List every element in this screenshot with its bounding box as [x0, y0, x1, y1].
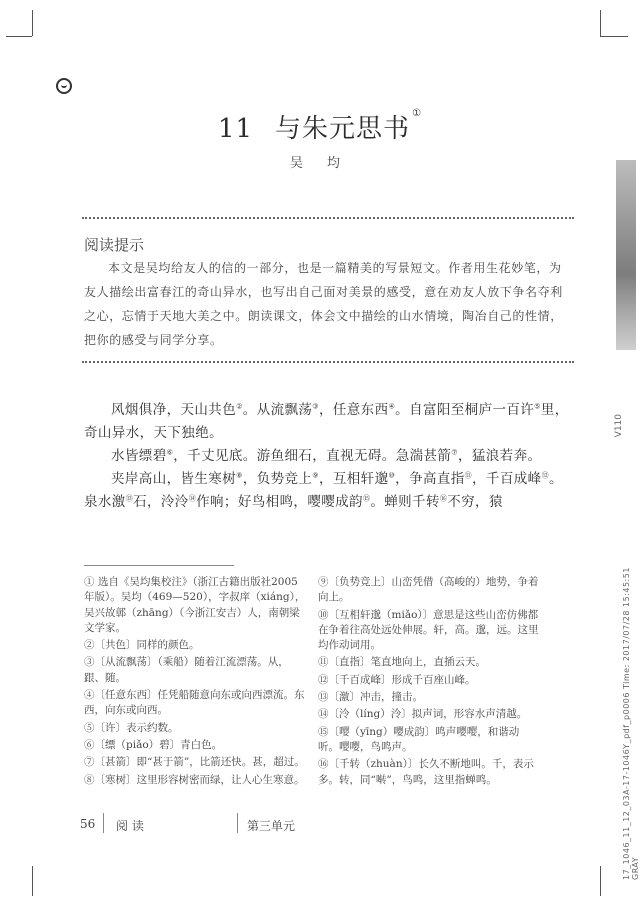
paragraph: 水皆缥碧⑥，千丈见底。游鱼细石，直视无碍。急湍甚箭⑦，猛浪若奔。 [111, 448, 542, 464]
note-item: ⑫〔千百成峰〕形成千百座山峰。 [318, 673, 476, 686]
notes-rule [84, 565, 234, 566]
author: 吴 均 [289, 156, 351, 171]
lesson-title [0, 108, 640, 145]
note-item: ⑧〔寒树〕这里形容树密而绿，让人心生寒意。 [84, 773, 305, 786]
footer-divider-2 [237, 813, 238, 833]
crop-mark-top-left-h [6, 36, 32, 37]
note-item: ⑦〔甚箭〕即“甚于箭”，比箭还快。甚，超过。 [84, 756, 305, 769]
notes-right [318, 575, 540, 790]
crop-mark-top-right-h [600, 36, 628, 37]
note-item: ④〔任意东西〕任凭船随意向东或向西漂流。东西，向东或向西。 [84, 689, 305, 717]
note-marker: ⑤ [534, 402, 541, 411]
crop-mark-top-right-v [600, 10, 601, 36]
divider-top [82, 217, 574, 219]
title-note-mark: ① [412, 108, 423, 119]
note-marker: ⑭ [188, 494, 197, 503]
note-item: ⑭〔泠（líng）泠〕拟声词，形容水声清越。 [318, 708, 528, 721]
crop-mark-bottom-right-v [600, 866, 601, 896]
lesson-title-text: 与朱元思书 [275, 114, 411, 144]
paragraph: 夹岸高山，皆生寒树⑧，负势竞上⑨，互相轩邈⑩，争高直指⑪，千百成峰⑫。泉水激⑬石，泠泠⑭作响；好鸟相鸣，嘤嘤成韵⑮。蝉则千转⑯不穷，猿 [84, 471, 563, 510]
note-item: ① 选自《吴均集校注》（浙江古籍出版社2005年版）。吴均（469—520），字叔庠（xiáng），吴兴故鄣（zhāng）（今浙江安吉）人，南朝梁文学家。 [84, 576, 306, 634]
lesson-number: 11 [217, 114, 254, 144]
note-marker: ② [236, 402, 243, 411]
note-item: ⑥〔缥（piǎo）碧〕青白色。 [84, 738, 223, 751]
plate-code: V110 [614, 414, 624, 438]
note-marker: ⑨ [312, 471, 319, 480]
smiley-stamp-icon [56, 78, 72, 94]
print-info: 17_1046_11_12_03A-17-1046Y_pdf_p0006 Time: 2017/07/28 15:45:51 GRAY [622, 567, 640, 880]
note-item: ⑯〔千转（zhuàn）〕长久不断地叫。千，表示多。转，同“啭”，鸟鸣，这里指蝉鸣。 [318, 758, 534, 786]
note-marker: ⑬ [125, 494, 134, 503]
divider-bottom [82, 361, 574, 363]
note-marker: ⑧ [236, 471, 243, 480]
note-item: ⑩〔互相轩邈（miǎo）〕意思是这些山峦仿佛都在争着往高处远处伸展。轩，高。邈，远。这里均作动词用。 [318, 608, 539, 652]
note-item: ③〔从流飘荡〕（乘船）随着江流漂荡。从，跟、随。 [84, 656, 289, 684]
page-number: 56 [80, 817, 96, 831]
note-marker: ⑯ [439, 494, 448, 503]
note-item: ②〔共色〕同样的颜色。 [84, 639, 200, 652]
note-marker: ⑫ [541, 471, 549, 480]
reading-tips-body: 本文是吴均给友人的信的一部分，也是一篇精美的写景短文。作者用生花妙笔，为友人描绘出富春江的奇山异水，也写出自己面对美景的感受，意在劝友人放下争名夺利之心，忘情于天地大美之中。朗读课文，体会文中描绘的山水情境，陶冶自己的性情，把你的感受与同学分享。 [84, 261, 563, 347]
paragraph: 风烟俱净，天山共色②。从流飘荡③，任意东西④。自富阳至桐庐一百许⑤里，奇山异水，天下独绝。 [84, 402, 569, 441]
note-marker: ⑥ [166, 448, 174, 457]
note-item: ⑮〔嘤（yīng）嘤成韵〕鸣声嘤嘤，和谐动听。嘤嘤，鸟鸣声。 [318, 725, 520, 753]
note-marker: ④ [388, 402, 396, 411]
reading-tips-heading: 阅读提示 [84, 236, 145, 254]
notes-left [84, 575, 306, 790]
crop-mark-top-left-v [32, 10, 33, 36]
footer-divider-1 [103, 813, 104, 833]
note-marker: ⑦ [451, 448, 458, 457]
note-marker: ⑩ [388, 471, 396, 480]
note-item: ⑤〔许〕表示约数。 [84, 721, 179, 734]
main-text [84, 399, 576, 514]
note-item: ⑬〔激〕冲击，撞击。 [318, 691, 423, 704]
footer-unit: 第三单元 [247, 819, 296, 833]
note-marker: ⑪ [464, 471, 473, 480]
note-item: ⑪〔直指〕笔直地向上，直插云天。 [318, 656, 486, 669]
crop-mark-bottom-left-v [32, 866, 33, 896]
note-marker: ③ [312, 402, 319, 411]
note-item: ⑨〔负势竞上〕山峦凭借（高峻的）地势，争着向上。 [318, 576, 539, 604]
footer-section: 阅 读 [116, 819, 144, 833]
gray-scale-strip [616, 160, 636, 350]
note-marker: ⑮ [362, 494, 371, 503]
